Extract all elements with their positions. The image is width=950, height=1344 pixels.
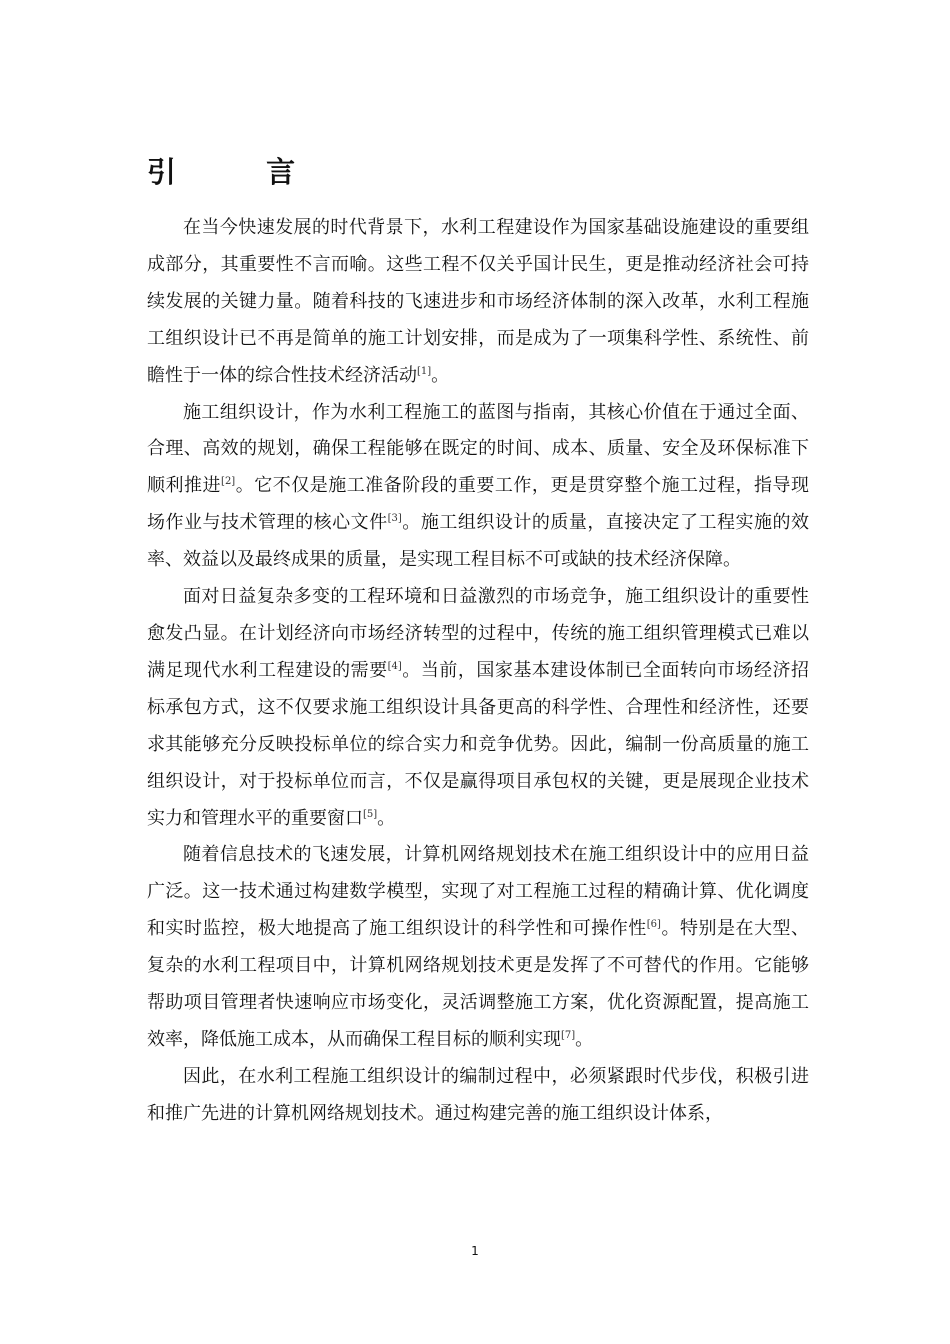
paragraph	[147, 579, 809, 837]
paragraph	[147, 1059, 809, 1133]
page-number: 1	[471, 1244, 479, 1258]
paragraph-text: 。特别是在大型、复杂的水利工程项目中，计算机网络规划技术更是发挥了不可替代的作用。它能够帮助项目管理者快速响应市场变化，灵活调整施工方案，优化资源配置，提高施工效率，降低施工成本，从而确保工程目标的顺利实现	[147, 918, 810, 1050]
paragraph-text: 面对日益复杂多变的工程环境和日益激烈的市场竞争，施工组织设计的重要性愈发凸显。在计划经济向市场经济转型的过程中，传统的施工组织管理模式已难以满足现代水利工程建设的需要	[147, 586, 809, 681]
paragraph	[147, 837, 809, 1058]
citation-ref: [4]	[387, 660, 402, 672]
body-text	[147, 210, 809, 1133]
paragraph-text: 。	[575, 1028, 594, 1050]
paragraph-text: 随着信息技术的飞速发展，计算机网络规划技术在施工组织设计中的应用日益广泛。这一技术通过构建数学模型，实现了对工程施工过程的精确计算、优化调度和实时监控，极大地提高了施工组织设计的科学性和可操作性	[147, 844, 809, 940]
paragraph-text: 在当今快速发展的时代背景下，水利工程建设作为国家基础设施建设的重要组成部分，其重要性不言而喻。这些工程不仅关乎国计民生，更是推动经济社会可持续发展的关键力量。随着科技的飞速进步和市场经济体制的深入改革，水利工程施工组织设计已不再是简单的施工计划安排，而是成为了一项集科学性、系统性、前瞻性于一体的综合性技术经济活动	[147, 217, 809, 386]
citation-ref: [3]	[387, 513, 402, 525]
citation-ref: [6]	[646, 919, 661, 931]
citation-ref: [1]	[417, 365, 432, 377]
citation-ref: [5]	[363, 808, 378, 820]
citation-ref: [7]	[561, 1029, 576, 1041]
paragraph-text: 施工组织设计，作为水利工程施工的蓝图与指南，其核心价值在于通过全面、合理、高效的规划，确保工程能够在既定的时间、成本、质量、安全及环保标准下顺利推进	[147, 401, 809, 497]
paragraph-text: 。	[377, 807, 396, 829]
paragraph-text: 。当前，国家基本建设体制已全面转向市场经济招标承包方式，这不仅要求施工组织设计具备更高的科学性、合理性和经济性，还要求其能够充分反映投标单位的综合实力和竞争优势。因此，编制一份高质量的施工组织设计，对于投标单位而言，不仅是赢得项目承包权的关键，更是展现企业技术实力和管理水平的重要窗口	[147, 659, 810, 829]
paragraph-text: 。它不仅是施工准备阶段的重要工作，更是贯穿整个施工过程，指导现场作业与技术管理的核心文件	[147, 475, 810, 534]
paragraph-text: 。	[431, 364, 450, 386]
paragraph	[147, 395, 809, 580]
paragraph-text: 。施工组织设计的质量，直接决定了工程实施的效率、效益以及最终成果的质量，是实现工程目标不可或缺的技术经济保障。	[147, 512, 810, 571]
paragraph	[147, 210, 809, 395]
citation-ref: [2]	[221, 476, 236, 488]
paragraph-text: 因此，在水利工程施工组织设计的编制过程中，必须紧跟时代步伐，积极引进和推广先进的计算机网络规划技术。通过构建完善的施工组织设计体系，	[147, 1065, 809, 1124]
section-heading: 引 言	[147, 155, 336, 189]
